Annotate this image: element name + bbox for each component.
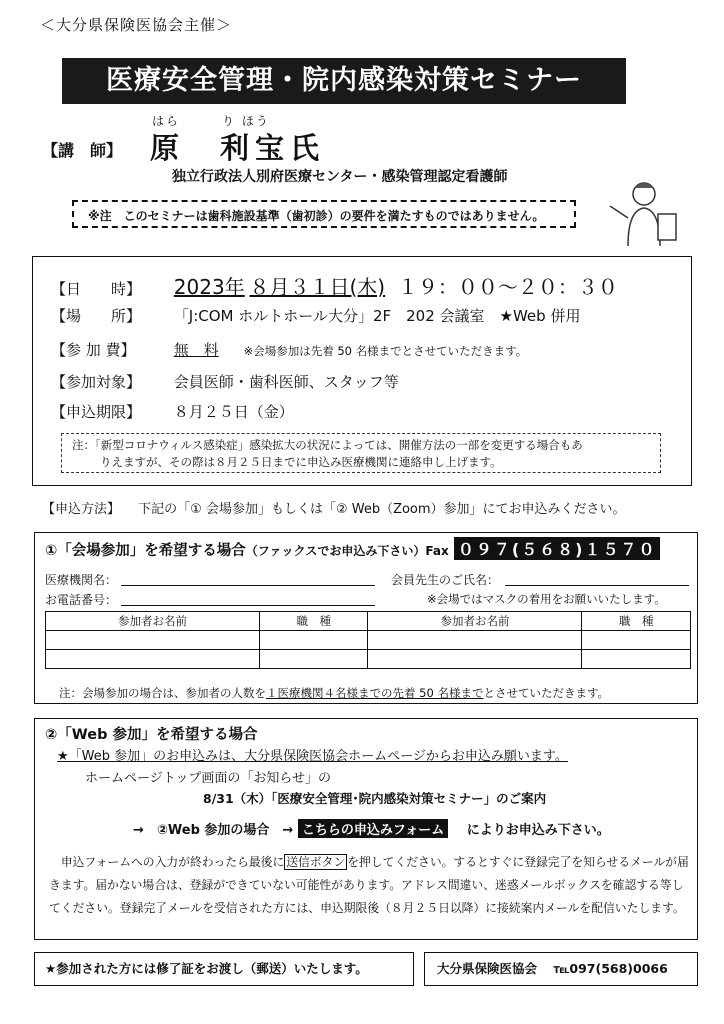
table-cell[interactable]: [582, 631, 691, 650]
certificate-note: ★参加された方には修了証をお渡し（郵送）いたします。: [34, 952, 414, 986]
place-label: 【場 所】: [51, 307, 142, 325]
seminar-details: [32, 256, 692, 486]
web-line1: ★「Web 参加」のお申込みは、大分県保険医協会ホームページからお申込み願います。: [57, 749, 568, 764]
web-line3: 8/31（木）「医療安全管理･院内感染対策セミナー」のご案内: [203, 791, 547, 806]
ruby-given: り ほう: [222, 114, 270, 128]
fee-note: ※会場参加は先着 50 名様までとさせていただきます。: [243, 344, 528, 358]
dental-notice: ※注 このセミナーは歯科施設基準（歯初診）の要件を満たすものではありません。: [72, 200, 576, 228]
institution-input[interactable]: [121, 585, 375, 586]
target-value: 会員医師・歯科医師、スタッフ等: [173, 373, 399, 391]
phone-label: お電話番号：: [45, 593, 118, 607]
venue-application-form: [34, 532, 698, 704]
web-heading: ②「Web 参加」を希望する場合: [45, 727, 258, 743]
date-time: １９：００～２０：３０: [397, 275, 618, 299]
fee-value: 無 料: [173, 341, 219, 359]
table-cell[interactable]: [582, 650, 691, 669]
fee-label: 【参 加 費】: [51, 341, 136, 359]
lecturer-label: 【講 師】: [42, 141, 123, 160]
date-day: ８月３１日(木): [249, 275, 386, 299]
organizer-label: ＜大分県保険医協会主催＞: [40, 16, 233, 34]
table-row: [46, 631, 691, 650]
covid-note: 注：「新型コロナウィルス感染症」感染拡大の状況によっては、開催方法の一部を変更する場合もあ りえますが、その際は８月２５日までに申込み医療機関に連絡申し上げます。: [61, 433, 661, 473]
institution-label: 医療機関名：: [45, 573, 118, 587]
mask-note: ※会場ではマスクの着用をお願いいたします。: [427, 592, 666, 606]
venue-heading: ①「会場参加」を希望する場合（ファックスでお申込み下さい）Fax ０９７(５６８)１５７０: [45, 537, 660, 560]
table-cell[interactable]: [259, 631, 368, 650]
send-button-label: 送信ボタン: [286, 855, 346, 869]
target-label: 【参加対象】: [51, 373, 142, 391]
table-cell[interactable]: [46, 631, 260, 650]
table-cell[interactable]: [368, 631, 582, 650]
web-instructions: 申込フォームへの入力が終わったら最後に 送信ボタン を押してください。するとすぐに登録完了を知らせるメールが届きます。届かない場合は、登録ができていない可能性があります。アドレス間違い、迷惑メールボックスを確認する等してください。登録完了メールを受信された方には、申込期限後（８月２５日以降）に接続案内メールを配信いたします。: [49, 855, 689, 915]
date-year: 2023年: [173, 275, 245, 299]
venue-footnote: 注：会場参加の場合は、参加者の人数を１医療機関４名様までの先着 50 名様までとさせていただきます。: [59, 686, 610, 700]
col-header: 参加者お名前: [368, 612, 582, 631]
col-header: 職 種: [259, 612, 368, 631]
seminar-title: 医療安全管理・院内感染対策セミナー: [62, 58, 626, 104]
date-label: 【日 時】: [51, 280, 142, 298]
web-application-section: [34, 718, 698, 940]
nurse-illustration-icon: [604, 178, 684, 248]
association-tel[interactable]: ℡097(568)0066: [553, 961, 668, 976]
table-cell[interactable]: [259, 650, 368, 669]
application-form-button[interactable]: こちらの申込みフォーム: [298, 819, 448, 838]
deadline-label: 【申込期限】: [51, 403, 142, 421]
fax-number: ０９７(５６８)１５７０: [454, 537, 661, 560]
table-cell[interactable]: [368, 650, 582, 669]
association-name: 大分県保険医協会: [437, 961, 538, 976]
lecturer-name: 原 利宝氏: [150, 131, 326, 165]
association-contact: [424, 952, 698, 986]
lecturer-affiliation: 独立行政法人別府医療センター・感染管理認定看護師: [172, 169, 508, 185]
participants-table: [45, 611, 691, 669]
apply-method: 【申込方法】 下記の「① 会場参加」もしくは「② Web（Zoom）参加」にてお申込みください。: [42, 502, 626, 517]
deadline-value: ８月２５日（金）: [173, 403, 294, 421]
web-arrow-line: → ②Web 参加の場合 → こちらの申込みフォーム によりお申込み下さい。: [133, 819, 610, 838]
col-header: 参加者お名前: [46, 612, 260, 631]
ruby-family: はら: [152, 114, 181, 128]
phone-input[interactable]: [121, 605, 375, 606]
place-value: 「J:COM ホルトホール大分」2F 202 会議室 ★Web 併用: [173, 307, 581, 325]
doctor-label: 会員先生のご氏名：: [391, 573, 500, 587]
col-header: 職 種: [582, 612, 691, 631]
table-cell[interactable]: [46, 650, 260, 669]
web-line2: ホームページトップ画面の「お知らせ」の: [85, 771, 331, 786]
doctor-input[interactable]: [505, 585, 689, 586]
table-row: [46, 650, 691, 669]
